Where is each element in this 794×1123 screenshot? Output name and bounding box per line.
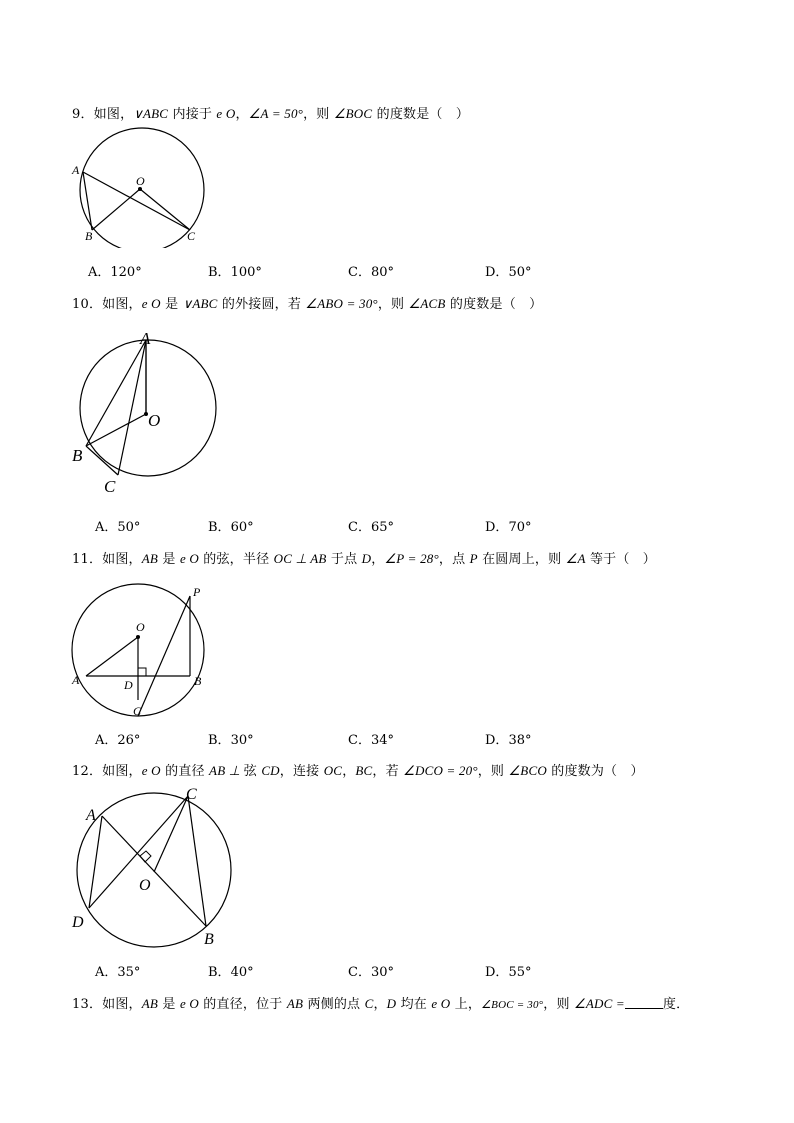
question-13-stem: 13．如图，AB 是 e O 的直径，位于 AB 两侧的点 C，D 均在 e O 上，∠BOC = 30°，则 ∠ADC = 度． [72,996,690,1012]
option-b[interactable]: B．30° [208,733,254,748]
segment-ac [118,340,146,475]
label-p: P [193,585,201,599]
label-a: A [72,163,80,177]
question-11-figure [64,582,214,722]
question-number: 11． [72,552,103,567]
label-c: C [187,229,196,243]
label-o: O [136,620,145,634]
question-number: 9． [72,107,94,122]
option-c[interactable]: C．34° [348,733,394,748]
question-12-figure [66,782,241,950]
question-12-stem: 12．如图，e O 的直径 AB ⊥ 弦 CD，连接 OC，BC，若 ∠DCO = 20°，则 ∠BCO 的度数为（ ） [72,763,644,779]
segment-ab [83,172,92,230]
option-c[interactable]: C．80° [348,265,394,280]
question-number: 13． [72,997,103,1012]
question-10-figure [66,326,226,498]
label-a: A [140,329,151,348]
question-11-stem: 11．如图，AB 是 e O 的弦，半径 OC ⊥ AB 于点 D，∠P = 28°，点 P 在圆周上，则 ∠A 等于（ ） [72,551,656,567]
label-o: O [136,174,145,188]
circle-o [77,793,231,947]
question-number: 12． [72,764,103,779]
right-angle-mark [140,851,151,862]
label-b: B [194,674,202,688]
label-d: D [124,678,133,692]
segment-bc [188,796,206,926]
question-9-stem: 9．如图，∨ABC 内接于 e O，∠A = 50°，则 ∠BOC 的度数是（ ） [72,106,470,122]
segment-bc [86,446,118,475]
circle-o [80,340,216,476]
segment-ao [86,637,138,676]
segment-oc [154,796,188,872]
segment-ob [92,189,140,230]
label-c: C [133,704,142,718]
right-angle-mark [138,668,146,676]
option-d[interactable]: D．38° [485,733,532,748]
label-o: O [139,877,151,894]
option-a[interactable]: A．26° [95,733,141,748]
option-d[interactable]: D．70° [485,520,532,535]
segment-pc [138,596,190,716]
option-b[interactable]: B．40° [208,965,254,980]
label-b: B [204,931,214,948]
center-point [136,635,140,639]
question-10-stem: 10．如图，e O 是 ∨ABC 的外接圆，若 ∠ABO = 30°，则 ∠ACB 的度数是（ ） [72,296,543,312]
question-9-figure [70,126,220,248]
label-b: B [85,229,93,243]
answer-blank[interactable] [625,996,663,1009]
option-b[interactable]: B．100° [208,265,262,280]
label-b: B [72,446,83,465]
option-b[interactable]: B．60° [208,520,254,535]
option-d[interactable]: D．55° [485,965,532,980]
segment-ad [89,816,102,908]
segment-oc [140,189,190,230]
label-c: C [186,786,197,803]
option-d[interactable]: D．50° [485,265,532,280]
label-d: D [72,914,84,931]
option-c[interactable]: C．30° [348,965,394,980]
question-number: 10． [72,297,103,312]
label-c: C [104,477,116,496]
circle-o [80,128,204,248]
option-c[interactable]: C．65° [348,520,394,535]
label-o: O [148,411,161,430]
label-a: A [72,673,80,687]
option-a[interactable]: A．120° [88,265,142,280]
option-a[interactable]: A．35° [95,965,141,980]
option-a[interactable]: A．50° [95,520,141,535]
label-a: A [86,807,96,824]
